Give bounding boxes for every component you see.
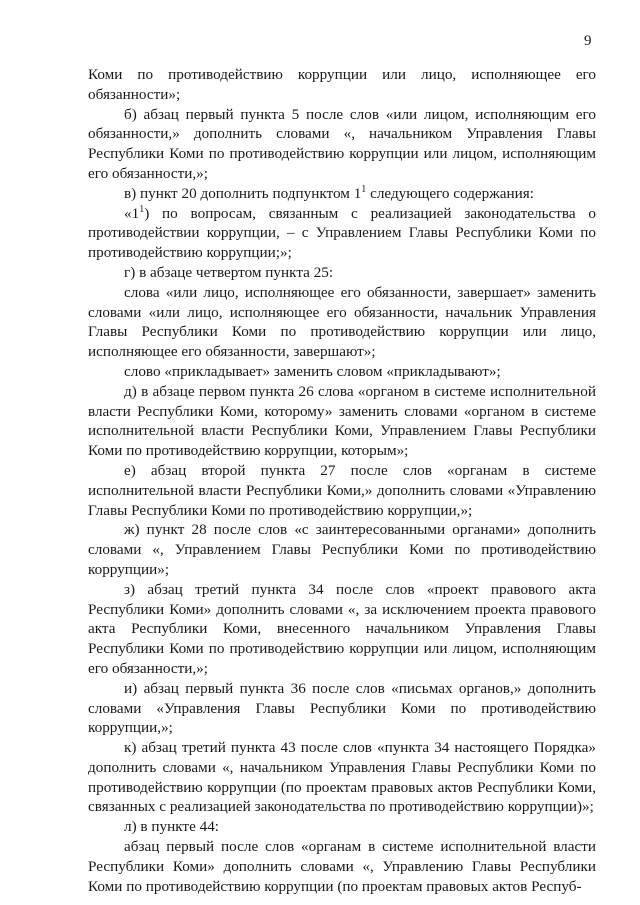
paragraph-item-v bbox=[88, 184, 596, 204]
paragraph-item-b: б) абзац первый пункта 5 после слов «или лицом, исполняющим его обязанности,» дополнить словами «, начальником Управления Главы Республики Коми по противодействию коррупции или лицом, исполняющим его обязанности,»; bbox=[88, 105, 596, 182]
superscript: 1 bbox=[139, 203, 145, 215]
paragraph-item-v-text-end: следующего содержания: bbox=[366, 184, 534, 202]
paragraph-item-d: д) в абзаце первом пункта 26 слова «органом в системе исполнительной власти Республики Коми, которому» заменить словами «органом в системе исполнительной власти Республики Коми, Управлением Главы Республики Коми по противодействию коррупции, которым»; bbox=[88, 382, 596, 460]
paragraph-item-z: з) абзац третий пункта 34 после слов «проект правового акта Республики Коми» дополнить словами «, за исключением проекта правового акта Республики Коми, внесенного начальником Управления Главы Республики Коми по противодействию коррупции или лицом, исполняющим его обязанности,»; bbox=[88, 580, 596, 677]
paragraph-item-i: и) абзац первый пункта 36 после слов «письмах органов,» дополнить словами «Управления Главы Республики Коми по противодействию коррупции,»; bbox=[88, 679, 596, 737]
paragraph-item-l: л) в пункте 44: bbox=[124, 818, 220, 836]
paragraph-1: Коми по противодействию коррупции или лицо, исполняющее его обязанности»; bbox=[88, 66, 596, 103]
paragraph-item-g-word: слово «прикладывает» заменить словом «прикладывают»; bbox=[124, 362, 501, 380]
paragraph-subitem-1-1 bbox=[88, 204, 596, 263]
paragraph-item-g: г) в абзаце четвертом пункта 25: bbox=[124, 263, 334, 281]
superscript: 1 bbox=[361, 183, 367, 195]
paragraph-item-l-first: абзац первый после слов «органам в системе исполнительной власти Республики Коми» дополнить словами «, Управлению Главы Республики Коми по противодействию коррупции (по проектам правовых актов Респуб- bbox=[88, 838, 596, 895]
paragraph-item-zh: ж) пункт 28 после слов «с заинтересованными органами» дополнить словами «, Управлением Главы Республики Коми по противодействию коррупции»; bbox=[88, 521, 596, 578]
document-body bbox=[88, 65, 596, 896]
paragraph-subitem-text-end: ) по вопросам, связанным с реализацией законодательства о противодействии коррупции, – с Управлением Главы Республики Коми по противодействию коррупции;»; bbox=[88, 204, 596, 262]
paragraph-item-k: к) абзац третий пункта 43 после слов «пункта 34 настоящего Порядка» дополнить словами «, начальником Управления Главы Республики Коми по противодействию коррупции (по проектам правовых актов Республики Коми, связанных с реализацией законодательства по противодействию коррупции)»; bbox=[88, 739, 596, 816]
paragraph-item-e: е) абзац второй пункта 27 после слов «органам в системе исполнительной власти Республики Коми,» дополнить словами «Управлению Главы Республики Коми по противодействию коррупции,»; bbox=[88, 461, 596, 519]
paragraph-subitem-text: «1 bbox=[124, 204, 140, 222]
paragraph-item-g-words: слова «или лицо, исполняющее его обязанности, завершает» заменить словами «или лицо, исполняющее его обязанности, начальник Управления Главы Республики Коми по противодействию коррупции или лицо, исполняющее его обязанности, завершают»; bbox=[88, 283, 596, 361]
page-number: 9 bbox=[584, 33, 592, 49]
paragraph-item-v-text: в) пункт 20 дополнить подпунктом 1 bbox=[124, 184, 362, 202]
